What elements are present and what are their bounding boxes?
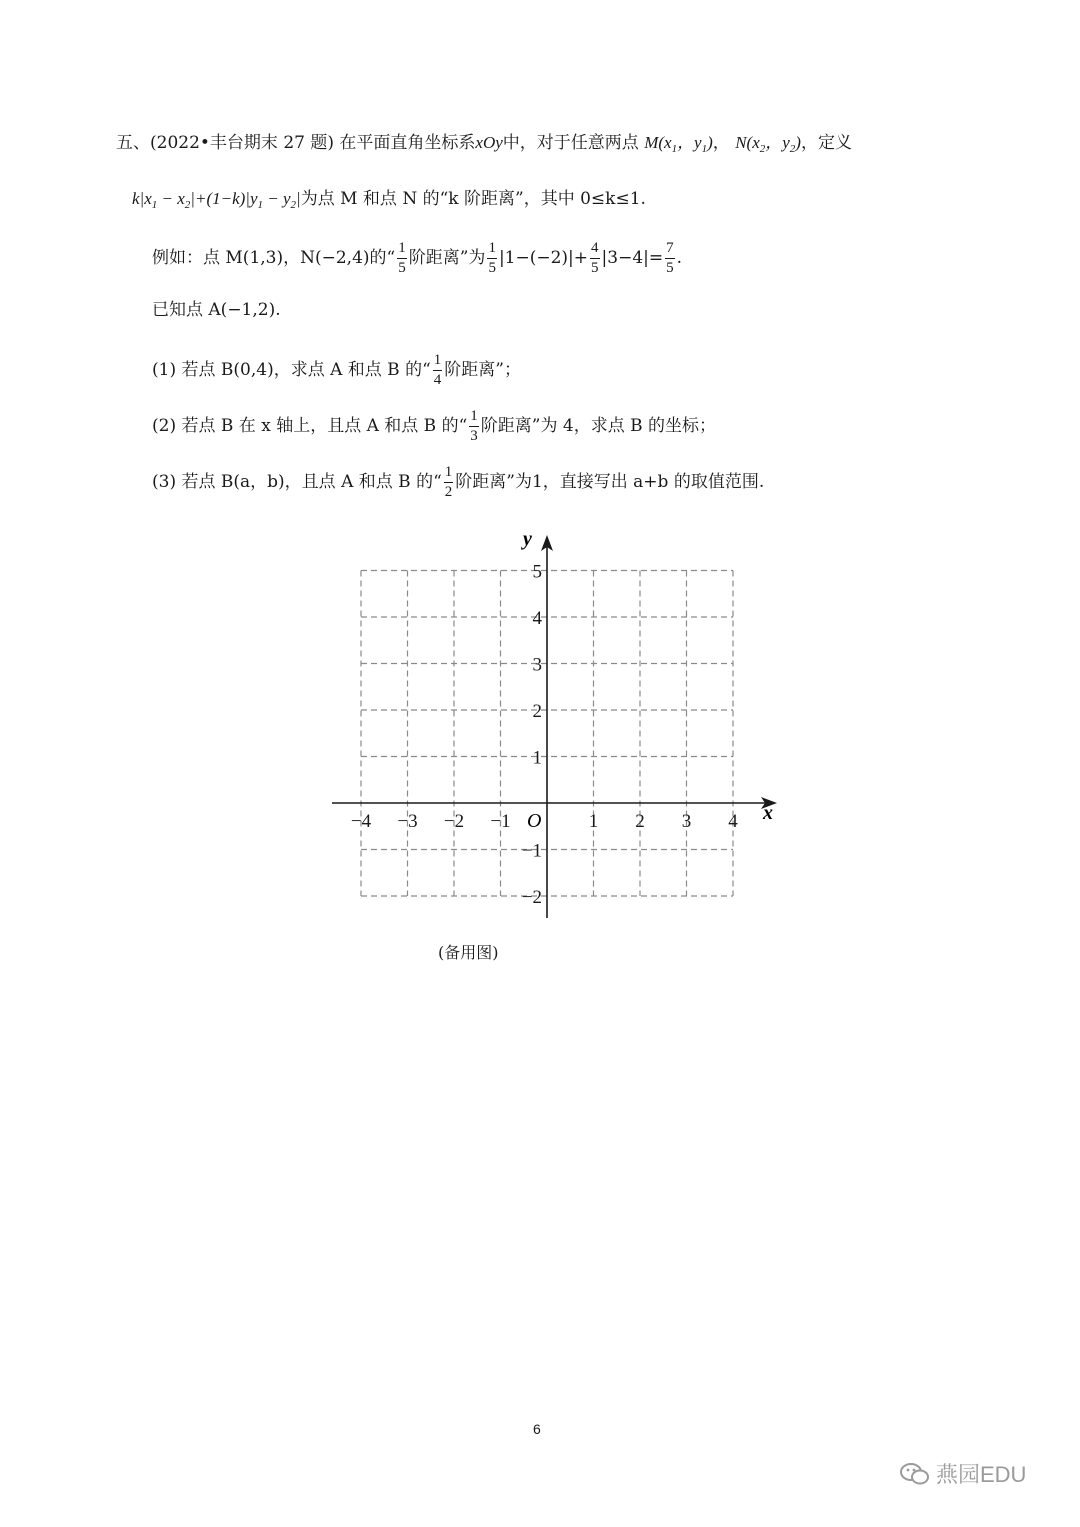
definition-text: 为点 M 和点 N 的“k 阶距离”，其中 0≤k≤1. (300, 189, 646, 209)
fraction-one-fourth: $\frac{1}{4}$ (433, 352, 442, 388)
page-number: 6 (533, 1421, 541, 1437)
coordinate-grid (320, 525, 790, 930)
fraction-one-third: $\frac{1}{3}$ (470, 408, 478, 444)
coordinate-system: xOy (475, 133, 503, 152)
x-tick-label: 3 (681, 811, 692, 832)
point-n: $N(x_2$，$y_2$) (735, 133, 801, 155)
question-header: 五、(2022•丰台期末 27 题) 在平面直角坐标系xOy中，对于任意两点 $M(x_1$，$y_1$)， $N(x_2$，$y_2$)，定义 (116, 133, 852, 155)
y-tick-label: 2 (532, 701, 542, 722)
question-label: 五、 (116, 133, 150, 153)
x-tick-label: −2 (443, 811, 465, 832)
x-tick-label: −1 (490, 811, 511, 832)
question-2: (2) 若点 B 在 x 轴上，且点 A 和点 B 的“ $\frac{1}{3}$ 阶距离”为 4，求点 B 的坐标； (152, 408, 716, 444)
y-tick-label: 5 (532, 561, 542, 583)
x-tick-label: −3 (397, 811, 418, 832)
origin-label: O (527, 810, 542, 832)
x-axis-label: x (763, 802, 773, 824)
y-axis-label: y (523, 528, 532, 550)
example-line: 例如：点 M(1,3)，N(−2,4)的“ $\frac{1}{5}$ 阶距离”为 $\frac{1}{5}$ |1−(−2)|+ $\frac{4}{5}$ |3−4|= $\frac{7}{5}$ . (152, 240, 683, 276)
wechat-icon (900, 1461, 930, 1487)
point-m: $M(x_1$，$y_1$) (644, 133, 713, 155)
watermark-text: 燕园EDU (936, 1462, 1027, 1487)
x-tick-label: −4 (350, 811, 372, 832)
fraction-one-half: $\frac{1}{2}$ (444, 464, 453, 500)
y-tick-label: −1 (521, 840, 542, 862)
definition-line (132, 190, 646, 211)
y-tick-label: 3 (532, 654, 542, 676)
question-source: (2022•丰台期末 27 题) (150, 133, 334, 153)
question-3: (3) 若点 B(a，b)，且点 A 和点 B 的“ $\frac{1}{2}$ 阶距离”为1，直接写出 a+b 的取值范围. (152, 464, 765, 500)
y-tick-label: 4 (532, 608, 542, 629)
x-tick-label: 2 (635, 811, 645, 832)
x-tick-label: 1 (588, 811, 599, 832)
fraction-one-fifth: $\frac{1}{5}$ (398, 240, 406, 276)
definition-formula: $k|x_1 - x_2|+(1-k)|y_1 - y_2|$ (132, 189, 301, 211)
question-1: (1) 若点 B(0,4)，求点 A 和点 B 的“ $\frac{1}{4}$ 阶距离”； (152, 352, 521, 388)
figure-caption: (备用图) (438, 943, 499, 962)
given-point: 已知点 A(−1,2). (152, 300, 281, 320)
y-tick-label: −2 (521, 887, 542, 908)
x-tick-label: 4 (728, 811, 738, 832)
y-tick-label: 1 (532, 747, 542, 769)
watermark (900, 1458, 1026, 1489)
